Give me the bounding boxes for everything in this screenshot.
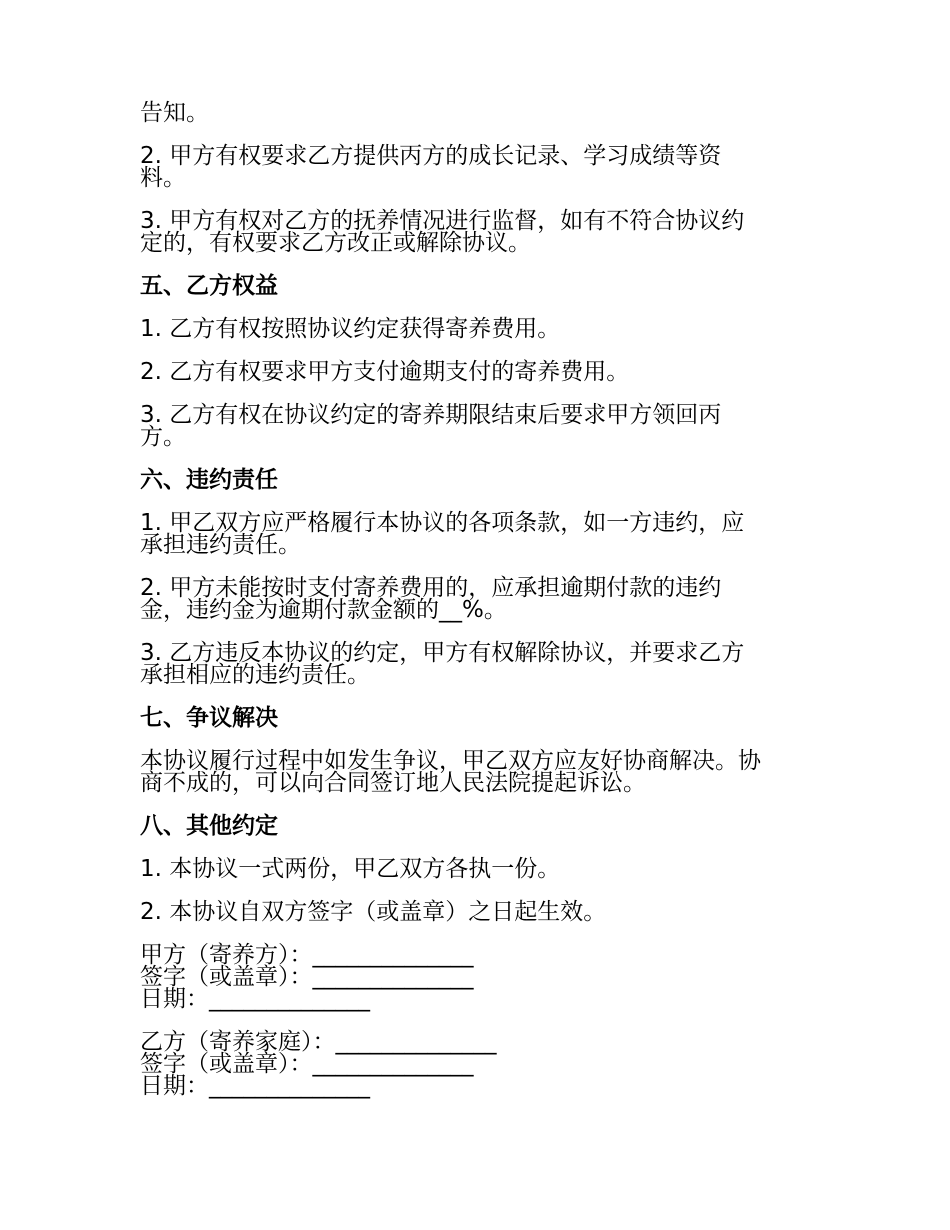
clause: 1. 本协议一式两份，甲乙双方各执一份。 (140, 856, 561, 882)
party-a-label: 甲方（寄养方）：______________ (140, 942, 474, 968)
clause: 2. 乙方有权要求甲方支付逾期支付的寄养费用。 (140, 359, 630, 385)
clause: 3. 乙方有权在协议约定的寄养期限结束后要求甲方领回丙 方。 (140, 402, 722, 450)
party-a-sign-line: 签字（或盖章）：______________ (140, 964, 474, 990)
clause: 1. 乙方有权按照协议约定获得寄养费用。 (140, 316, 561, 342)
clause: 2. 甲方未能按时支付寄养费用的，应承担逾期付款的违约 金，违约金为逾期付款金额的__%。 (140, 575, 722, 623)
signature-block-party-a (140, 944, 830, 1010)
party-a-date-line: 日期：______________ (140, 986, 370, 1012)
paragraph: 3. 甲方有权对乙方的抚养情况进行监督，如有不符合协议约 定的，有权要求乙方改正或解除协议。 (140, 208, 745, 256)
paragraph: 告知。 (140, 100, 209, 126)
clause: 本协议履行过程中如发生争议，甲乙双方应友好协商解决。协 商不成的，可以向合同签订地人民法院提起诉讼。 (140, 748, 761, 796)
document-page (140, 102, 830, 1118)
party-b-date-line: 日期：______________ (140, 1073, 370, 1099)
clause: 1. 甲乙双方应严格履行本协议的各项条款，如一方违约，应 承担违约责任。 (140, 510, 745, 558)
section-heading: 六、违约责任 (140, 467, 278, 493)
paragraph: 2. 甲方有权要求乙方提供丙方的成长记录、学习成绩等资 料。 (140, 143, 722, 191)
clause: 2. 本协议自双方签字（或盖章）之日起生效。 (140, 899, 607, 925)
section-heading: 五、乙方权益 (140, 273, 278, 299)
party-b-sign-line: 签字（或盖章）：______________ (140, 1051, 474, 1077)
section-heading: 七、争议解决 (140, 705, 278, 731)
clause: 3. 乙方违反本协议的约定，甲方有权解除协议，并要求乙方 承担相应的违约责任。 (140, 640, 745, 688)
section-heading: 八、其他约定 (140, 813, 278, 839)
signature-block-party-b (140, 1031, 830, 1097)
party-b-label: 乙方（寄养家庭）：______________ (140, 1029, 497, 1055)
